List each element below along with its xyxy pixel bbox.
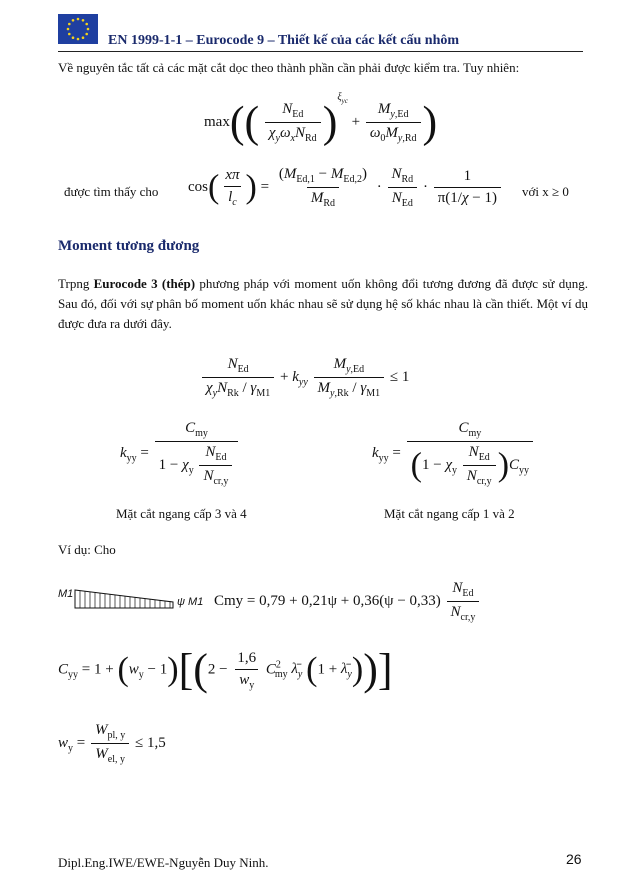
eu-flag-logo (58, 14, 98, 44)
condition-label: với x ≥ 0 (522, 184, 569, 199)
kyy-formula-class34: $k_{yy}$ = $C_{my}$ $1 - \chi_y$ $\frac{N_{Ed}}{N_{cr,y}}$ (120, 420, 240, 487)
header-divider (58, 51, 583, 52)
paragraph-prefix: Trpng (58, 276, 94, 291)
kyy-formula-class12: $k_{yy}$ = $C_{my}$ ($1 - \chi_y$ $\frac{N_{Ed}}{N_{cr,y}}$ )$C_{yy}$ (372, 420, 535, 487)
wy-formula: $w_y$ = $\frac{W_{pl, y}}{W_{el, y}}$ ≤ 1,5 (58, 722, 166, 765)
caption-class12: Mặt cắt ngang cấp 1 và 2 (384, 506, 515, 521)
wy-limit: ≤ 1,5 (135, 734, 166, 751)
moment-diagram (74, 588, 174, 614)
paragraph-bold: Eurocode 3 (thép) (93, 276, 196, 291)
cyy-formula: $C_{yy} = 1 + (w_y - 1)[(2$ − $\frac{1,6}{w_y}$ $C^2_{my}$ $\lambdā_y$ $(1 + \lambdā_y)$)] (58, 645, 393, 694)
intro-text: Về nguyên tắc tất cả các mặt cắt dọc theo thành phần cần phải được kiểm tra. Tuy nhiên: (58, 60, 520, 75)
cos-formula: cos( $\frac{x\pi}{l_c}$ ) = $\frac{(M_{Ed,1} - M_{Ed,2})}{M_{Rd}}$ · $\frac{N_{Rd}}{N_{Ed}}$ · $\frac{1}{\pi(1/\chi - 1)}$ (188, 166, 503, 209)
interaction-formula: $\frac{N_{Ed}}{\chi_yN_{Rk} / \gamma_{M1}}$ + $k_{yy}$ $\frac{M_{y,Ed}}{M_{y,Rk} / \gamma_{M1}}$ ≤ 1 (200, 356, 409, 399)
max-formula: max(( $\frac{N_{Ed}}{\chi_y\omega_xN_{Rd}}$ )$^{\xi_{yc}}$ + $\frac{M_{y,Ed}}{\omega_0M_{y,Rd}}$ ) (204, 92, 438, 147)
moment-diagram-right-label: ψ M1 (177, 596, 204, 608)
paragraph-suffix: phương pháp với moment uốn không đổi tương đương đã được sử dụng. Sau đó, đối với sự phân bố moment uốn khác nhau sẽ sử dụng hệ số khác nhau là cần thiết. Một ví dụ được đưa ra dưới đây. (58, 276, 588, 331)
caption-class34: Mặt cắt ngang cấp 3 và 4 (116, 506, 247, 521)
footer-author: Dipl.Eng.IWE/EWE-Nguyễn Duy Ninh. (58, 855, 269, 870)
found-label: được tìm thấy cho (64, 184, 159, 199)
example-label: Ví dụ: Cho (58, 542, 116, 557)
cmy-formula-text: Cmy = 0,79 + 0,21ψ + 0,36(ψ − 0,33) (214, 592, 441, 609)
section-heading: Moment tương đương (58, 238, 200, 254)
eu-stars-icon (58, 14, 98, 44)
cmy-formula: Cmy = 0,79 + 0,21ψ + 0,36(ψ − 0,33) $\frac{N_{Ed}}{N_{cr,y}}$ (214, 580, 481, 623)
page-number: 26 (566, 851, 582, 867)
eurocode-paragraph (58, 274, 588, 334)
header-title: EN 1999-1-1 – Eurocode 9 – Thiết kế của các kết cấu nhôm (108, 33, 460, 48)
moment-diagram-left-label: M1 (58, 588, 74, 600)
